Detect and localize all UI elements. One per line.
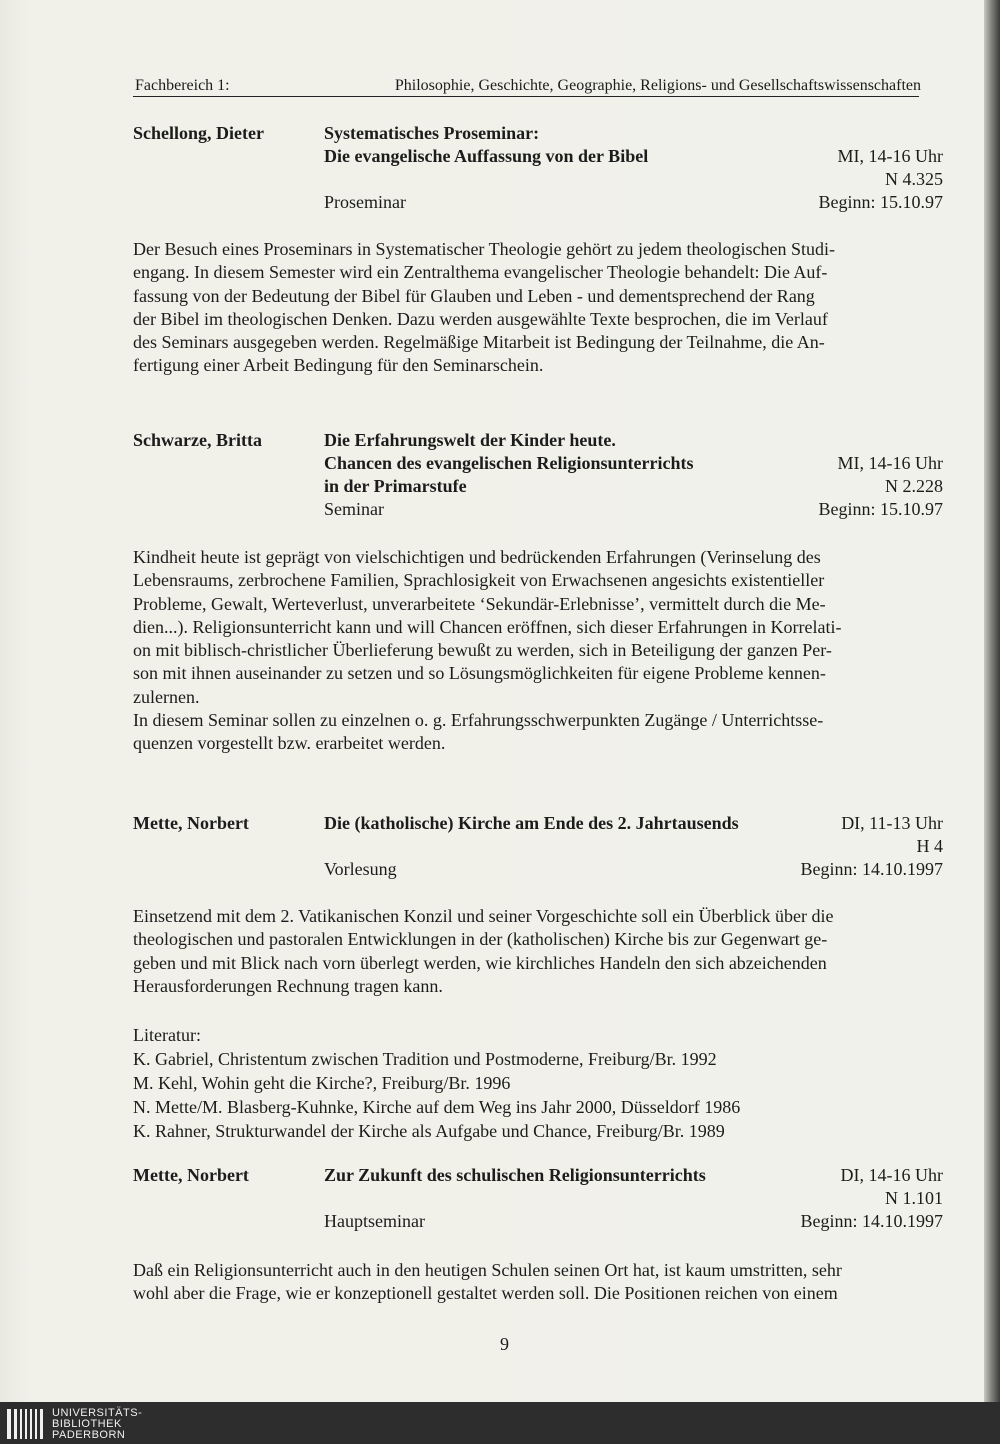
description-line: son mit ihnen auseinander zu setzen und so Lösungsmöglichkeiten für eigene Probleme kennen- [133,663,826,684]
course-title: in der Primarstufe [324,476,467,496]
course-room: N 1.101 [885,1188,943,1208]
literature-item: K. Rahner, Strukturwandel der Kirche als Aufgabe und Chance, Freiburg/Br. 1989 [133,1121,725,1141]
course-room: N 4.325 [885,169,943,189]
course-entry [133,812,943,881]
description-line: geben und mit Blick nach vorn überlegt werden, wie kirchliches Handeln den sich abzeichenden [133,952,827,973]
course-room: H 4 [916,836,943,856]
library-name [52,1408,142,1441]
course-time: DI, 14-16 Uhr [840,1165,943,1185]
description-line: theologischen und pastoralen Entwicklungen in der (katholischen) Kirche bis zur Gegenwart ge- [133,929,828,950]
lecturer-name: Schellong, Dieter [133,123,264,143]
course-title: Zur Zukunft des schulischen Religionsunterrichts [324,1165,706,1185]
course-time: DI, 11-13 Uhr [841,813,943,833]
library-footer [0,1402,1000,1444]
course-type: Hauptseminar [324,1211,425,1231]
page-header [133,76,919,97]
description-line: des Seminars ausgegeben werden. Regelmäßige Mitarbeit ist Bedingung der Teilnahme, die An- [133,332,825,353]
department-label: Fachbereich 1: [135,77,230,94]
course-title: Systematisches Proseminar: [324,123,540,143]
lecturer-name: Schwarze, Britta [133,430,262,450]
literature-heading: Literatur: [133,1025,201,1045]
course-begin: Beginn: 15.10.97 [818,499,943,519]
course-type: Seminar [324,499,384,519]
course-type: Proseminar [324,192,406,212]
course-title: Die Erfahrungswelt der Kinder heute. [324,430,616,450]
lecturer-name: Mette, Norbert [133,1165,249,1185]
description-line: fassung von der Bedeutung der Bibel für Glauben und Leben - und dementsprechend der Rang [133,285,815,306]
description-line: Probleme, Gewalt, Werteverlust, unverarbeitete ‘Sekundär-Erlebnisse’, vermittelt durch die Me- [133,593,826,614]
literature-item: K. Gabriel, Christentum zwischen Tradition und Postmoderne, Freiburg/Br. 1992 [133,1049,717,1069]
description-line: Lebensraums, zerbrochene Familien, Sprachlosigkeit von Erwachsenen angesichts existentieller [133,570,825,591]
page-number: 9 [500,1334,509,1354]
literature-item: M. Kehl, Wohin geht die Kirche?, Freiburg/Br. 1996 [133,1073,511,1093]
course-title: Die evangelische Auffassung von der Bibel [324,146,649,166]
library-logo-icon [6,1407,46,1441]
lecturer-name: Mette, Norbert [133,813,249,833]
course-begin: Beginn: 15.10.97 [818,192,943,212]
library-name-line: PADERBORN [52,1429,126,1441]
course-description [133,905,918,998]
description-line: Herausforderungen Rechnung tragen kann. [133,975,443,996]
course-description [133,1259,918,1306]
description-line: Daß ein Religionsunterricht auch in den heutigen Schulen seinen Ort hat, ist kaum umstritten, sehr [133,1260,842,1280]
library-name-line: UNIVERSITÄTS- [52,1407,143,1419]
library-name-line: BIBLIOTHEK [52,1418,122,1430]
course-entry [133,122,943,214]
description-line: wohl aber die Frage, wie er konzeptionell gestaltet werden soll. Die Positionen reichen von einem [133,1283,838,1304]
course-begin: Beginn: 14.10.1997 [800,1211,943,1231]
course-type: Vorlesung [324,859,397,879]
course-entry [133,429,943,521]
course-entry [133,1164,943,1233]
page-edge [984,0,1000,1402]
description-line: zulernen. [133,686,200,707]
description-line: Kindheit heute ist geprägt von vielschichtigen und bedrückenden Erfahrungen (Verinselung des [133,547,821,567]
description-line: engang. In diesem Semester wird ein Zentralthema evangelischer Theologie behandelt: Die Auf- [133,262,828,283]
course-room: N 2.228 [885,476,943,496]
course-title: Chancen des evangelischen Religionsunterrichts [324,453,694,473]
course-begin: Beginn: 14.10.1997 [800,859,943,879]
description-line: Einsetzend mit dem 2. Vatikanischen Konzil und seiner Vorgeschichte soll ein Überblick über die [133,906,834,926]
description-line: der Bibel im theologischen Denken. Dazu werden ausgewählte Texte besprochen, die im Verlauf [133,308,828,329]
course-time: MI, 14-16 Uhr [837,146,943,166]
course-time: MI, 14-16 Uhr [837,453,943,473]
description-line: Der Besuch eines Proseminars in Systematischer Theologie gehört zu jedem theologischen Studi- [133,239,836,259]
literature-item: N. Mette/M. Blasberg-Kuhnke, Kirche auf dem Weg ins Jahr 2000, Düsseldorf 1986 [133,1097,741,1117]
description-line: In diesem Seminar sollen zu einzelnen o. g. Erfahrungsschwerpunkten Zugänge / Unterrichtsse- [133,710,824,731]
course-description [133,238,918,378]
literature-list [133,1023,918,1143]
description-line: quenzen vorgestellt bzw. erarbeitet werden. [133,733,446,754]
department-subjects: Philosophie, Geschichte, Geographie, Religions- und Gesellschaftswissenschaften [394,77,921,94]
course-title: Die (katholische) Kirche am Ende des 2. Jahrtausends [324,813,739,833]
description-line: dien...). Religionsunterricht kann und will Chancen eröffnen, sich dieser Erfahrungen in Korrelati- [133,616,842,637]
description-line: on mit biblisch-christlicher Überlieferung bewußt zu werden, sich in Beteiligung der ganzen Per- [133,640,832,661]
description-line: fertigung einer Arbeit Bedingung für den Seminarschein. [133,355,544,376]
course-description [133,546,918,756]
